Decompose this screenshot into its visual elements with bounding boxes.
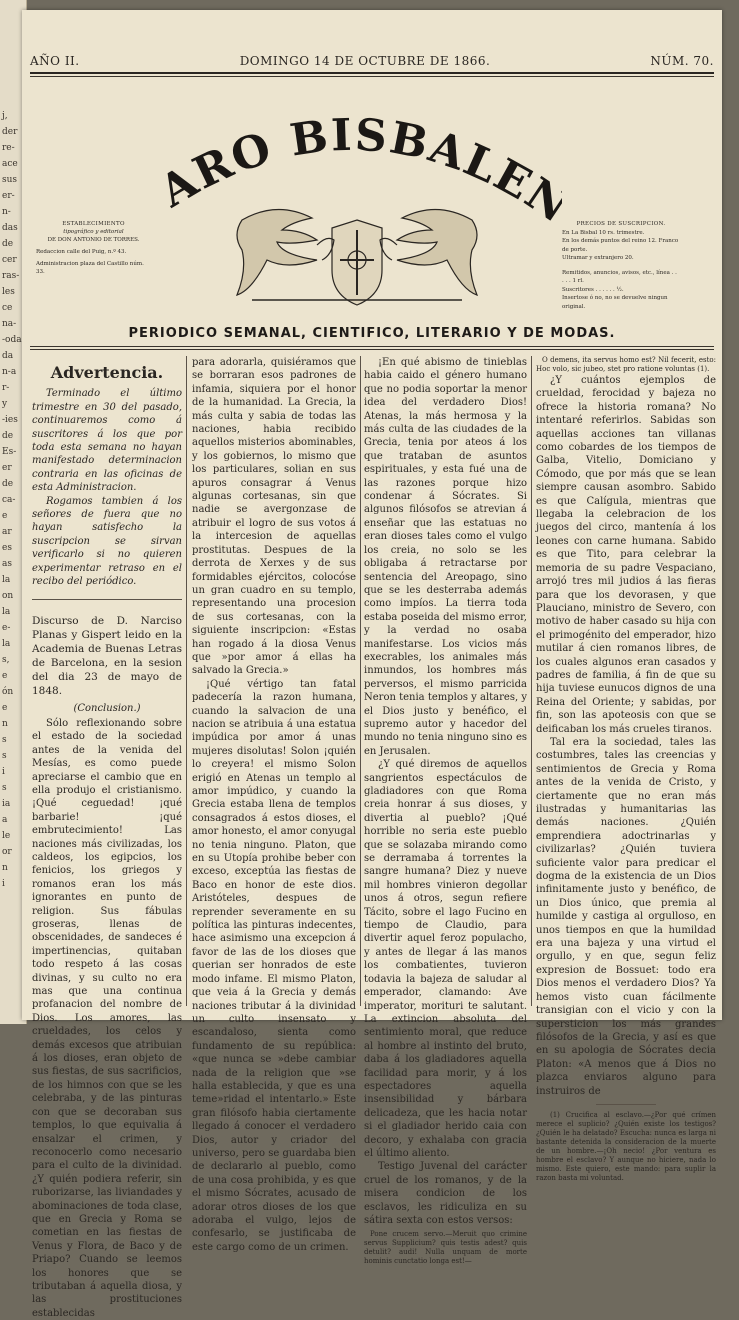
previous-page-fragment: la bbox=[2, 607, 11, 617]
article-paragraph: ¿Y cuántos ejemplos de crueldad, ferocidad y bajeza no ofrece la historia romana? No intentaré referirlos. Sabidas son aquellas acciones tan villanas como cobardes de los tiempos de Galba, Vitelio, Domiciano y Cómodo, que por más que se lean siempre causan asombro. Sabido es que Calígula, mientras que llegaba la celebracion de los juegos del circo, mantenía á los leones con carne humana. Sabido es que Tito, para celebrar la memoria de su padre Vespaciano, arrojó tres mil judios á las fieras para que los devorasen, y que Plauciano, ministro de Severo, con motivo de haber casado su hija con el primogénito del emperador, hizo mutilar á cien romanos libres, de los cuales algunos eran casados y padres de familia, á fin de que su hija tuviese eunucos dignos de una Reina del Oriente; y sabidas, por fin, son las apoteosis con que se deificaban los más crueles tiranos. bbox=[536, 375, 716, 735]
previous-page-fragment: Es- bbox=[2, 447, 17, 457]
emblem-griffins-shield bbox=[222, 200, 492, 310]
previous-page-fragment: das bbox=[2, 223, 18, 233]
establishment-info bbox=[36, 220, 151, 276]
article-paragraph: Sólo reflexionando sobre el estado de la sociedad antes de la venida del Mesías, es como puede apreciarse el cambio que en ella produjo el cristianismo. ¡Qué ceguedad! ¡qué barbarie! ¡qué embrutecimiento! Las naciones más civilizadas, los caldeos, los egipcios, los fenicios, los griegos y romanos eran los más ignorantes en punto de religion. Sus fábulas groseras, llenas de obscenidades, de sandeces é impertinencias, quitaban todo respeto á las cosas divinas, y su culto no era mas que una continua profanacion del nombre de Dios. Los amores, las crueldades, los celos y demás excesos que atribuian á los dioses, eran objeto de sus fiestas, de sus sacrificios, de los himnos con que se les celebraba, y de las pinturas con que se decoraban sus templos, lo que equivalia á ensalzar el crimen, y reconocerlo como necesario para el culto de la divinidad. ¿Y quién podiera referir, sin ruborizarse, las liviandades y abominaciones de toda clase, que en Grecia y Roma se cometian en las fiestas de Venus y Flora, de Baco y de Priapo? Cuando se leemos los honores que se tributaban á aquella diosa, y las prostituciones establecidas bbox=[32, 717, 182, 1319]
previous-page-fragment: re- bbox=[2, 143, 15, 153]
price-abroad: Ultramar y extranjero 20. bbox=[562, 255, 634, 261]
newspaper-page bbox=[22, 10, 722, 1319]
previous-page-fragment: de bbox=[2, 479, 14, 489]
previous-page-fragment: de bbox=[2, 239, 14, 249]
conclusion-label: (Conclusion.) bbox=[73, 702, 141, 714]
subtitle-rule bbox=[30, 346, 714, 347]
price-kingdom: En los demás puntos del reino 12. Franco de porte. bbox=[562, 238, 679, 253]
previous-page-fragment: ia bbox=[2, 799, 11, 809]
previous-page-fragment: ca- bbox=[2, 495, 16, 505]
issue-number: NÚM. 70. bbox=[650, 54, 714, 68]
redaccion-address: Redaccion calle del Puig, n.º 43. bbox=[36, 249, 127, 255]
advert-divider bbox=[32, 599, 182, 600]
previous-page-fragment: les bbox=[2, 287, 15, 297]
article-paragraph: Tal era la sociedad, tales las costumbres, tales las creencias y sentimientos de Grecia y Roma antes de la venida de Cristo, y ciertamente que no eran más ilustradas y humanitarias las demás naciones. ¿Quién emprendiera adoctrinarlas y civilizarlas? ¿Quién tuviera suficiente valor para predicar el dogma de la existencia de un Dios infinitamente justo y benéfico, de un Dios único, que premia al humilde y castiga al orgulloso, en unos tiempos en que la humildad era una bajeza y una virtud el orgullo, y en que, segun feliz expresion de Bossuet: todo era Dios menos el verdadero Dios? Ya hemos visto cuan fácilmente transigian con el vicio y con la supersticion los más grandes filósofos de la Grecia, y así es que en su apologia de Sócrates decia Platon: «A menos que á Dios no plazca enviaros alguno para instruiros de bbox=[536, 736, 716, 1097]
column-3 bbox=[364, 356, 527, 1266]
previous-page-fragment: s bbox=[2, 783, 7, 793]
article-paragraph: para adorarla, quisiéramos que se borraran esos padrones de infamia, siquiera por el honor de la humanidad. La Grecia, la más culta y sabia de todas las naciones, habia recibido aquellos misterios abominables, y los gobiernos, lo mismo que los particulares, solian en sus apuros consagrar á Venus algunas cortesanas, sin que nadie se avergonzase de atribuir el logro de sus votos á la intercesion de aquellas prostitutas. Despues de la derrota de Xerxes y de sus formidables ejércitos, colocóse un gran cuadro en su templo, representando una procesion de sus cortesanas, con la siguiente inscripcion: «Estas han rogado á la diosa Venus que »por amor á ellas ha salvado la Grecia.» bbox=[192, 357, 356, 677]
previous-page-fragment: s bbox=[2, 735, 7, 745]
subscription-prices bbox=[562, 220, 680, 311]
establishment-line3: DE DON ANTONIO DE TORRES. bbox=[47, 237, 140, 243]
date-label: DOMINGO 14 DE OCTUBRE DE 1866. bbox=[239, 54, 491, 68]
previous-page-fragment: a bbox=[2, 815, 8, 825]
previous-page-fragment: y bbox=[2, 399, 8, 409]
previous-page-fragment: n-a bbox=[2, 367, 17, 377]
administracion-address: Administracion plaza del Castillo núm. 33. bbox=[36, 261, 144, 275]
article-paragraph: ¡Qué vértigo tan fatal padecería la razon humana, cuando la salvacion de una nacion se atribuia á una estatua impúdica por amor á unas mujeres disolutas! Solon ¡quién lo creyera! el mismo Solon erigió en Atenas un templo al amor impúdico, y cuando la Grecia estaba llena de templos consagrados á estos dioses, el amor honesto, el amor conyugal no tenia ninguno. Platon, que en su Utopía prohibe beber con exceso, exceptúa las fiestas de Baco en honor de este dios. Aristóteles, despues de reprender severamente en su política las pinturas indecentes, hace asimismo una excepcion á favor de las de los dioses que querian ser honrados de este modo infame. El mismo Platon, que veia á la Grecia y demás naciones tributar á la divinidad un culto insensato y escandaloso, sienta como fundamento de su república: «que nunca se »debe cambiar nada de la religion que »se halla establecida, y que es una teme»ridad el intentarlo.» Este gran filósofo habia ciertamente llegado á conocer el verdadero Dios, autor y criador del universo, pero se guardaba bien de declararlo al pueblo, como de una cosa prohibida, y es que el mismo Sócrates, acusado de adorar otros dioses de los que adoraba el vulgo, lejos de confesarlo, se justificaba de este cargo como de un crimen. bbox=[192, 678, 356, 1253]
newspaper-subtitle: PERIODICO SEMANAL, CIENTIFICO, LITERARIO Y DE MODAS. bbox=[128, 326, 616, 341]
previous-page-fragment: ace bbox=[2, 159, 18, 169]
previous-page-fragment: r- bbox=[2, 383, 10, 393]
price-subscribers: Suscritores . . . . . . ½. bbox=[562, 286, 624, 293]
price-ads: Remitidos, anuncios, avisos, etc., línea . . . . . 1 rl. bbox=[562, 269, 677, 284]
previous-page-fragment: s, bbox=[2, 655, 10, 665]
previous-page-fragment: on bbox=[2, 591, 14, 601]
previous-page-fragment: de bbox=[2, 431, 14, 441]
previous-page-fragment: ón bbox=[2, 687, 14, 697]
previous-page-fragment: n bbox=[2, 719, 8, 729]
previous-page-fragment: na- bbox=[2, 319, 17, 329]
advert-paragraph-2: Rogamos tambien á los señores de fuera que no hayan satisfecho la suscripcion se sirvan verificarlo si no quieren experimentar retraso en el recibo del periódico. bbox=[32, 495, 182, 588]
price-note: Insertose ó no, no se devuelve ningun original. bbox=[562, 295, 668, 310]
advert-title: Advertencia. bbox=[50, 363, 164, 382]
previous-page-fragment: j, bbox=[2, 111, 8, 121]
establishment-line1: ESTABLECIMIENTO bbox=[62, 221, 125, 227]
subtitle-rule-2 bbox=[30, 349, 714, 350]
previous-page-fragment: e bbox=[2, 703, 8, 713]
previous-page-fragment: as bbox=[2, 559, 12, 569]
year-label: AÑO II. bbox=[30, 54, 80, 68]
previous-page-fragment: e- bbox=[2, 623, 11, 633]
column-divider-2 bbox=[360, 356, 361, 1006]
previous-page-fragment: cer bbox=[2, 255, 17, 265]
latin-verse-continued: O demens, ita servus homo est? Nil fecerit, esto: Hoc volo, sic jubeo, stet pro ratione voluntas (1). bbox=[536, 356, 716, 373]
article-paragraph: ¿Y qué diremos de aquellos sangrientos espectáculos de gladiadores con que Roma creia honrar á sus dioses, y divertia al pueblo? ¡Qué horrible no seria este pueblo que se solazaba mirando como se derramaba á torrentes la sangre humana? Diez y nueve mil hombres vinieron degollar unos á otros, segun refiere Tácito, sobre el lago Fucino en tiempo de Claudio, para divertir aquel feroz populacho, y antes de llegar á las manos los combatientes, tuvieron todavia la bajeza de saludar al emperador, clamando: Ave imperator, morituri te salutant. La extincion absoluta del sentimiento moral, que reduce al hombre al instinto del bruto, daba á los gladiadores aquella facilidad para morir, y á los espectadores aquella insensibilidad y bárbara delicadeza, que les hacia notar si el gladiador herido caia con decoro, y exhalaba con gracia el último aliento. bbox=[364, 759, 527, 1159]
previous-page-fragment: er- bbox=[2, 191, 15, 201]
previous-page-fragment: le bbox=[2, 831, 11, 841]
column-divider-3 bbox=[531, 356, 532, 1006]
previous-page-fragment: i bbox=[2, 767, 5, 777]
previous-page-fragment: der bbox=[2, 127, 18, 137]
latin-verse: Pone crucem servo.—Meruit quo crimine servus Supplicium? quis testis adest? quis detulit? audi! Nulla unquam de morte hominis cunctatio longa est!— bbox=[364, 1230, 527, 1266]
column-4 bbox=[536, 356, 716, 1182]
header-rule-thin bbox=[30, 76, 714, 77]
previous-page-fragment: ar bbox=[2, 527, 12, 537]
previous-page-fragment: -oda bbox=[2, 335, 22, 345]
previous-page-fragment: sus bbox=[2, 175, 18, 185]
column-divider-1 bbox=[186, 356, 187, 1006]
previous-page-fragment: ras- bbox=[2, 271, 20, 281]
previous-page-fragment: ce bbox=[2, 303, 13, 313]
previous-page-fragment: -ies bbox=[2, 415, 18, 425]
article-paragraph: Testigo Juvenal del carácter cruel de los romanos, y de la misera condicion de los esclavos, les ridiculiza en su sátira sexta con estos versos: bbox=[364, 1161, 527, 1226]
previous-page-fragment: da bbox=[2, 351, 14, 361]
previous-page-fragment: n- bbox=[2, 207, 11, 217]
previous-page-fragment: n bbox=[2, 863, 8, 873]
previous-page-fragment: er bbox=[2, 463, 12, 473]
prices-header: PRECIOS DE SUSCRIPCION. bbox=[576, 221, 666, 227]
previous-page-fragment: es bbox=[2, 543, 12, 553]
previous-page-fragment: e bbox=[2, 671, 8, 681]
footnote-divider bbox=[596, 1104, 656, 1105]
svg-text:EL FARO BISBALENSE.: ARO BISBALE bbox=[151, 109, 542, 218]
header-rule bbox=[30, 72, 714, 74]
previous-page-fragment: s bbox=[2, 751, 7, 761]
advert-paragraph-1: Terminado el último trimestre en 30 del pasado, continuaremos como á suscritores á los que por toda esta semana no hayan manifestado determinacion contraria en las oficinas de esta Administracion. bbox=[32, 388, 182, 494]
establishment-line2: tipográfico y editorial bbox=[63, 229, 124, 235]
previous-page-fragment: la bbox=[2, 639, 11, 649]
header-line bbox=[30, 54, 714, 68]
previous-page-fragment: la bbox=[2, 575, 11, 585]
price-local: En La Bisbal 10 rs. trimestre. bbox=[562, 229, 645, 236]
footnote: (1) Crucifica al esclavo.—¿Por qué crímen merece el suplicio? ¿Quién existe los testigos? ¿Quién le ha delatado? Escucha: nunca es larga ni bastante detenida la consideracion de la muerte de un hombre.—¡Oh necio! ¿Por ventura es hombre el esclavo? Y aunque no hiciere, nada lo mismo. Este quiero, este mando: para suplir la razon basta mi voluntad. bbox=[536, 1110, 716, 1182]
previous-page-fragment: i bbox=[2, 879, 5, 889]
discurso-heading: Discurso de D. Narciso Planas y Gispert leido en la Academia de Buenas Letras de Barcelona, en la sesion del dia 23 de mayo de 1848. bbox=[32, 614, 182, 697]
column-2 bbox=[192, 356, 356, 1253]
previous-page-fragment: e bbox=[2, 511, 8, 521]
column-1 bbox=[32, 356, 182, 1319]
previous-page-fragment: or bbox=[2, 847, 12, 857]
article-paragraph: ¡En qué abismo de tinieblas habia caido el género humano que no podia soportar la menor idea del verdadero Dios! Atenas, la más hermosa y la más culta de las ciudades de la Grecia, tenia por ateos á los que trataban de asuntos espirituales, y esta fué una de las razones porque hizo condenar á Sócrates. Si algunos filósofos se atrevian á enseñar que las estatuas no eran dioses tales como el vulgo los creia, no solo se les obligaba á retractarse por sentencia del Areopago, sino que se les desterraba además como impíos. La tierra toda estaba poseida del mismo error, y la verdad no osaba manifestarse. Los vicios más execrables, los animales más inmundos, los hombres más perversos, el mismo parricida Neron tenia templos y altares, y el Dios justo y benéfico, el supremo autor y hacedor del mundo no tenia ninguno sino es en Jerusalen. bbox=[364, 357, 527, 757]
